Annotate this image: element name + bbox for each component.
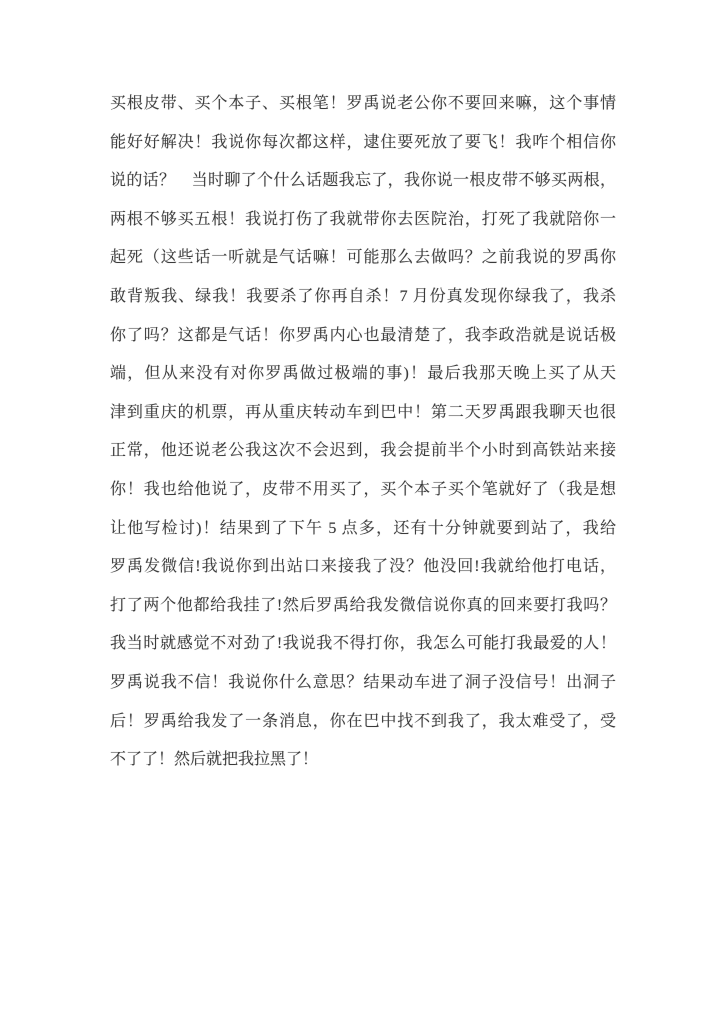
text-line: 你了吗？这都是气话！你罗禹内心也最清楚了，我李政浩就是说话极: [110, 326, 616, 344]
text-line: 你！我也给他说了，皮带不用买了，买个本子买个笔就好了（我是想: [110, 480, 616, 498]
text-line: 端，但从来没有对你罗禹做过极端的事)！最后我那天晚上买了从天: [110, 365, 616, 383]
text-line: 买根皮带、买个本子、买根笔！罗禹说老公你不要回来嘛，这个事情: [110, 95, 616, 112]
text-line: 说的话？ 当时聊了个什么话题我忘了，我你说一根皮带不够买两根，: [110, 172, 616, 190]
text-line: 后！罗禹给我发了一条消息，你在巴中找不到我了，我太难受了，受: [110, 712, 616, 730]
text-line: 敢背叛我、绿我！我要杀了你再自杀！7 月份真发现你绿我了，我杀: [110, 287, 616, 305]
text-line: 罗禹发微信!我说你到出站口来接我了没？他没回!我就给他打电话，: [110, 558, 616, 576]
text-line: 正常，他还说老公我这次不会迟到，我会提前半个小时到高铁站来接: [110, 442, 616, 460]
text-line: 能好好解决！我说你每次都这样，逮住要死放了要飞！我咋个相信你: [110, 133, 616, 151]
text-line: 我当时就感觉不对劲了!我说我不得打你，我怎么可能打我最爱的人！: [110, 635, 616, 653]
text-line: 罗禹说我不信！我说你什么意思？结果动车进了洞子没信号！出洞子: [110, 673, 616, 691]
text-line: 起死（这些话一听就是气话嘛！可能那么去做吗？之前我说的罗禹你: [110, 249, 616, 267]
text-line: 不了了！然后就把我拉黑了！: [110, 751, 319, 769]
text-line: 津到重庆的机票，再从重庆转动车到巴中！第二天罗禹跟我聊天也很: [110, 403, 616, 421]
text-block: [110, 85, 616, 780]
text-line: 两根不够买五根！我说打伤了我就带你去医院治，打死了我就陪你一: [110, 210, 616, 228]
text-line: 让他写检讨)！结果到了下午 5 点多，还有十分钟就要到站了，我给: [110, 519, 616, 537]
text-line: 打了两个他都给我挂了!然后罗禹给我发微信说你真的回来要打我吗？: [110, 596, 616, 614]
